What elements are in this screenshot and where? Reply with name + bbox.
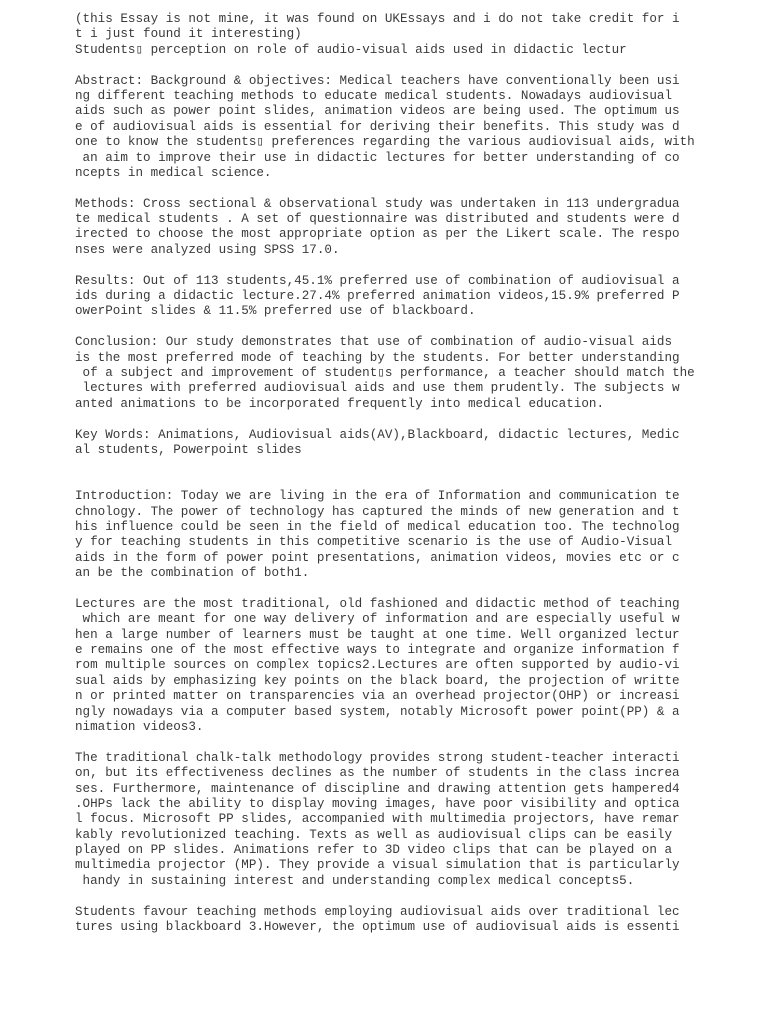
text-line: n or printed matter on transparencies via an overhead projector(OHP) or increasi <box>75 689 680 704</box>
text-line: ng different teaching methods to educate medical students. Nowadays audiovisual <box>75 88 673 103</box>
text-line: an be the combination of both1. <box>75 566 310 581</box>
text-line: his influence could be seen in the field of medical education too. The technolog <box>75 519 680 534</box>
results-paragraph <box>75 274 765 320</box>
text-line: sual aids by emphasizing key points on the black board, the projection of writte <box>75 673 680 688</box>
keywords-paragraph <box>75 428 765 459</box>
text-line: an aim to improve their use in didactic lectures for better understanding of co <box>75 150 680 165</box>
text-line: .OHPs lack the ability to display moving images, have poor visibility and optica <box>75 796 680 811</box>
text-line: anted animations to be incorporated frequently into medical education. <box>75 396 605 411</box>
chalk-talk-paragraph <box>75 751 765 890</box>
text-line: Key Words: Animations, Audiovisual aids(AV),Blackboard, didactic lectures, Medic <box>75 427 680 442</box>
text-line: irected to choose the most appropriate option as per the Likert scale. The respo <box>75 227 680 242</box>
text-line: one to know the students▯ preferences regarding the various audiovisual aids, with <box>75 135 695 150</box>
text-line: rom multiple sources on complex topics2.Lectures are often supported by audio-vi <box>75 658 680 673</box>
students-favour-paragraph <box>75 905 765 936</box>
text-line: multimedia projector (MP). They provide a visual simulation that is particularly <box>75 858 680 873</box>
text-line: is the most preferred mode of teaching by the students. For better understanding <box>75 350 680 365</box>
text-line: handy in sustaining interest and understanding complex medical concepts5. <box>75 873 635 888</box>
abstract-paragraph <box>75 74 765 182</box>
lectures-paragraph <box>75 597 765 736</box>
text-line: lectures with preferred audiovisual aids and use them prudently. The subjects w <box>75 381 680 396</box>
text-line: hen a large number of learners must be taught at one time. Well organized lectur <box>75 627 680 642</box>
text-line: al students, Powerpoint slides <box>75 442 302 457</box>
text-line: e of audiovisual aids is essential for deriving their benefits. This study was d <box>75 119 680 134</box>
text-line: y for teaching students in this competitive scenario is the use of Audio-Visual <box>75 535 673 550</box>
introduction-paragraph <box>75 489 765 581</box>
text-line: ids during a didactic lecture.27.4% preferred animation videos,15.9% preferred P <box>75 289 680 304</box>
text-line: te medical students . A set of questionnaire was distributed and students were d <box>75 212 680 227</box>
text-line: e remains one of the most effective ways to integrate and organize information f <box>75 643 680 658</box>
text-line: ncepts in medical science. <box>75 165 272 180</box>
text-line: (this Essay is not mine, it was found on UKEssays and i do not take credit for i <box>75 12 680 26</box>
text-line: aids such as power point slides, animation videos are being used. The optimum us <box>75 104 680 119</box>
text-line: which are meant for one way delivery of information and are especially useful w <box>75 612 680 627</box>
disclaimer-paragraph <box>75 12 765 58</box>
text-line: nses were analyzed using SPSS 17.0. <box>75 242 340 257</box>
text-line: Conclusion: Our study demonstrates that use of combination of audio-visual aids <box>75 335 673 350</box>
text-line: Abstract: Background & objectives: Medical teachers have conventionally been usi <box>75 73 680 88</box>
text-line: Lectures are the most traditional, old fashioned and didactic method of teaching <box>75 596 680 611</box>
text-line: aids in the form of power point presentations, animation videos, movies etc or c <box>75 550 680 565</box>
text-line: played on PP slides. Animations refer to 3D video clips that can be played on a <box>75 843 673 858</box>
text-line: on, but its effectiveness declines as the number of students in the class increa <box>75 766 680 781</box>
text-line: owerPoint slides & 11.5% preferred use of blackboard. <box>75 304 476 319</box>
text-line: tures using blackboard 3.However, the optimum use of audiovisual aids is essenti <box>75 920 680 935</box>
text-line: Students favour teaching methods employing audiovisual aids over traditional lec <box>75 904 680 919</box>
methods-paragraph <box>75 197 765 259</box>
text-line: chnology. The power of technology has captured the minds of new generation and t <box>75 504 680 519</box>
text-line: t i just found it interesting) <box>75 27 302 42</box>
text-line: kably revolutionized teaching. Texts as well as audiovisual clips can be easily <box>75 827 673 842</box>
text-line: of a subject and improvement of student▯s performance, a teacher should match the <box>75 365 695 380</box>
document-page <box>75 12 765 935</box>
text-line: ses. Furthermore, maintenance of discipline and drawing attention gets hampered4 <box>75 781 680 796</box>
text-line: Methods: Cross sectional & observational study was undertaken in 113 undergradua <box>75 196 680 211</box>
section-spacer <box>75 474 765 489</box>
document-title: Students▯ perception on role of audio-visual aids used in didactic lectur <box>75 42 627 57</box>
text-line: l focus. Microsoft PP slides, accompanied with multimedia projectors, have remar <box>75 812 680 827</box>
text-line: Results: Out of 113 students,45.1% preferred use of combination of audiovisual a <box>75 273 680 288</box>
text-line: The traditional chalk-talk methodology provides strong student-teacher interacti <box>75 750 680 765</box>
text-line: nimation videos3. <box>75 719 204 734</box>
conclusion-paragraph <box>75 335 765 412</box>
text-line: Introduction: Today we are living in the era of Information and communication te <box>75 489 680 504</box>
text-line: ngly nowadays via a computer based system, notably Microsoft power point(PP) & a <box>75 704 680 719</box>
